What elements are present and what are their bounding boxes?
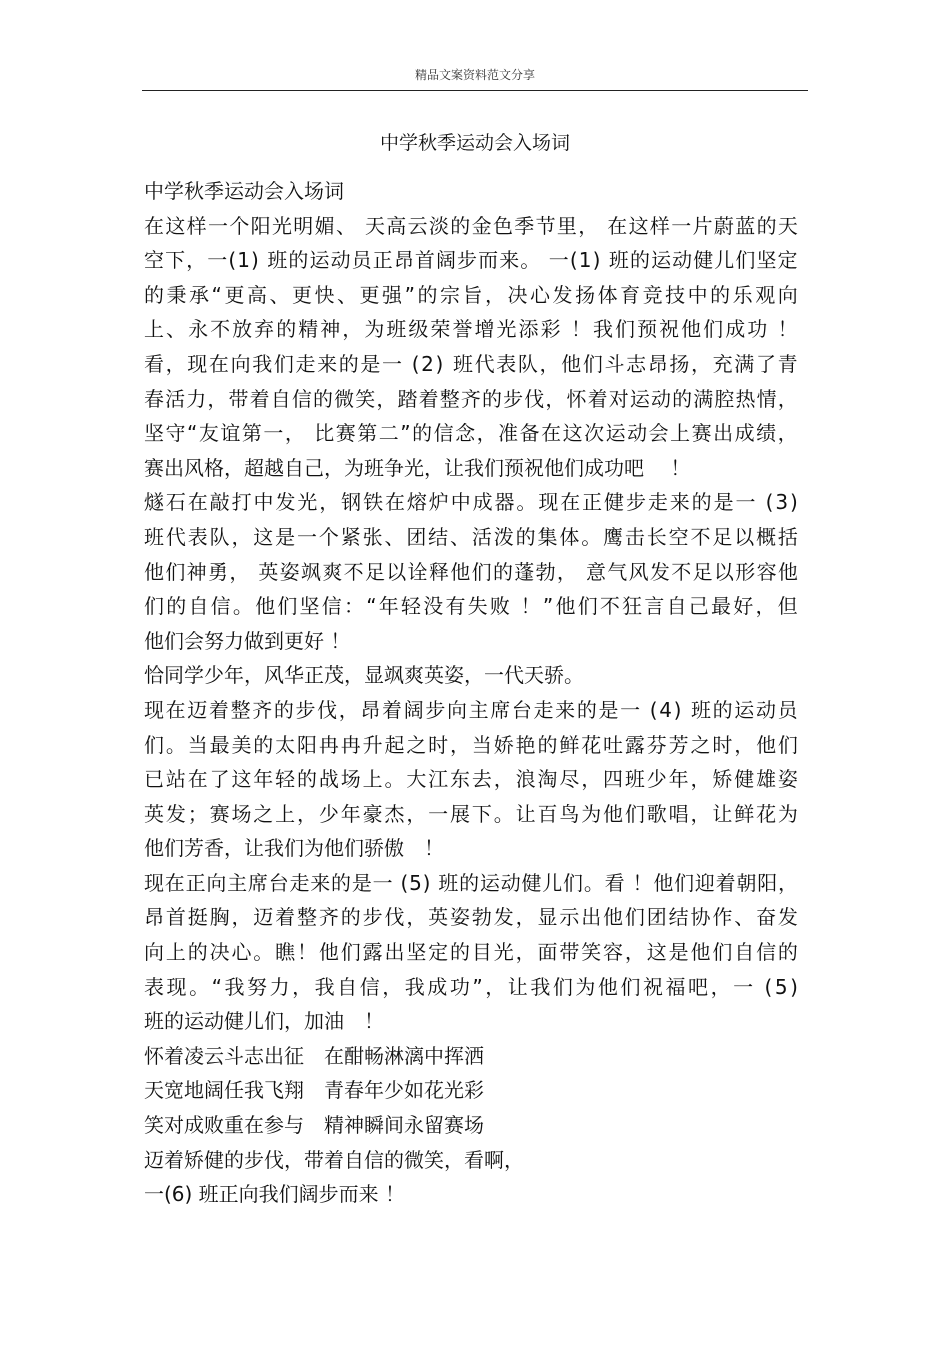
text-line: 怀着凌云斗志出征 在酣畅淋漓中挥洒	[144, 1043, 484, 1068]
page-title: 中学秋季运动会入场词	[379, 132, 570, 154]
text-line: 已 站 在 了 这 年 轻 的 战 场 上 。 大 江 东 去 ， 浪 淘 尽 ， 四 班 少 年 ， 矫 健 雄 姿	[144, 767, 798, 792]
text-line: 天宽地阔任我飞翔 青春年少如花光彩	[144, 1078, 484, 1103]
text-line: 赛出风格，超越自己，为班争光，让我们预祝他们成功吧 ！	[144, 455, 691, 480]
text-line: 英 发 ； 赛 场 之 上 ， 少 年 豪 杰 ， 一 展 下 。 让 百 鸟 为 他 们 歌 唱 ， 让 鲜 花 为	[144, 801, 798, 826]
text-line: 中学秋季运动会入场词	[144, 179, 344, 203]
text-line: 表 现 。 “ 我 努 力 ， 我 自 信 ， 我 成 功 ” ， 让 我 们 为 他 们 祝 福 吧 ， 一 ( 5 )	[144, 974, 798, 999]
text-line: 燧 石 在 敲 打 中 发 光 ， 钢 铁 在 熔 炉 中 成 器 。 现 在 正 健 步 走 来 的 是 一 ( 3 )	[144, 490, 798, 515]
text-line: 们 的 自 信 。 他 们 坚 信 ： “ 年 轻 没 有 失 败 ！ ” 他 们 不 狂 言 自 己 最 好 ， 但	[144, 594, 798, 619]
text-line: 上 、 永 不 放 弃 的 精 神 ， 为 班 级 荣 誉 增 光 添 彩 ！ 我 们 预 祝 他 们 成 功 ！	[144, 317, 798, 342]
page-header: 精品文案资料范文分享	[414, 68, 535, 82]
text-line: 笑对成败重在参与 精神瞬间永留赛场	[144, 1113, 484, 1138]
text-line: 一(6) 班正向我们阔步而来 ！	[144, 1182, 406, 1207]
text-line: 他们芳香，让我们为他们骄傲 ！	[144, 836, 444, 861]
text-line: 班 代 表 队 ， 这 是 一 个 紧 张 、 团 结 、 活 泼 的 集 体 。 鹰 击 长 空 不 足 以 概 括	[144, 524, 798, 549]
text-line: 恰同学少年，风华正茂，显飒爽英姿，一代天骄。	[144, 663, 584, 688]
text-line: 的 秉 承 “ 更 高 、 更 快 、 更 强 ” 的 宗 旨 ， 决 心 发 扬 体 育 竞 技 中 的 乐 观 向	[144, 282, 798, 307]
text-line: 现 在 迈 着 整 齐 的 步 伐 ， 昂 着 阔 步 向 主 席 台 走 来 的 是 一 ( 4 ) 班 的 运 动 员	[144, 697, 798, 722]
text-line: 在 这 样 一 个 阳 光 明 媚 、 天 高 云 淡 的 金 色 季 节 里 ， 在 这 样 一 片 蔚 蓝 的 天	[144, 213, 798, 238]
text-line: 迈着矫健的步伐，带着自信的微笑，看啊，	[144, 1147, 524, 1172]
text-line: 他们会努力做到更好 ！	[144, 628, 351, 653]
text-line: 空 下 ， 一 ( 1 ) 班 的 运 动 员 正 昂 首 阔 步 而 来 。 一 ( 1 ) 班 的 运 动 健 儿 们 坚 定	[144, 248, 798, 273]
text-line: 昂 首 挺 胸 ， 迈 着 整 齐 的 步 伐 ， 英 姿 勃 发 ， 显 示 出 他 们 团 结 协 作 、 奋 发	[144, 905, 798, 930]
text-line: 春 活 力 ， 带 着 自 信 的 微 笑 ， 踏 着 整 齐 的 步 伐 ， 怀 着 对 运 动 的 满 腔 热 情 ，	[144, 386, 798, 411]
text-line: 班的运动健儿们，加油 ！	[144, 1009, 384, 1034]
text-line: 们 。 当 最 美 的 太 阳 冉 冉 升 起 之 时 ， 当 娇 艳 的 鲜 花 吐 露 芬 芳 之 时 ， 他 们	[144, 732, 798, 757]
document-body	[144, 174, 798, 1212]
text-line: 坚 守 “ 友 谊 第 一 ， 比 赛 第 二 ” 的 信 念 ， 准 备 在 这 次 运 动 会 上 赛 出 成 绩 ，	[144, 421, 798, 446]
text-line: 向 上 的 决 心 。 瞧 ！ 他 们 露 出 坚 定 的 目 光 ， 面 带 笑 容 ， 这 是 他 们 自 信 的	[144, 940, 798, 965]
text-line: 他 们 神 勇 ， 英 姿 飒 爽 不 足 以 诠 释 他 们 的 蓬 勃 ， 意 气 风 发 不 足 以 形 容 他	[144, 559, 798, 584]
header-divider	[142, 90, 808, 91]
text-line: 现 在 正 向 主 席 台 走 来 的 是 一 ( 5 ) 班 的 运 动 健 儿 们 。 看 ！ 他 们 迎 着 朝 阳 ，	[144, 870, 798, 895]
text-line: 看 ， 现 在 向 我 们 走 来 的 是 一 ( 2 ) 班 代 表 队 ， 他 们 斗 志 昂 扬 ， 充 满 了 青	[144, 351, 798, 376]
